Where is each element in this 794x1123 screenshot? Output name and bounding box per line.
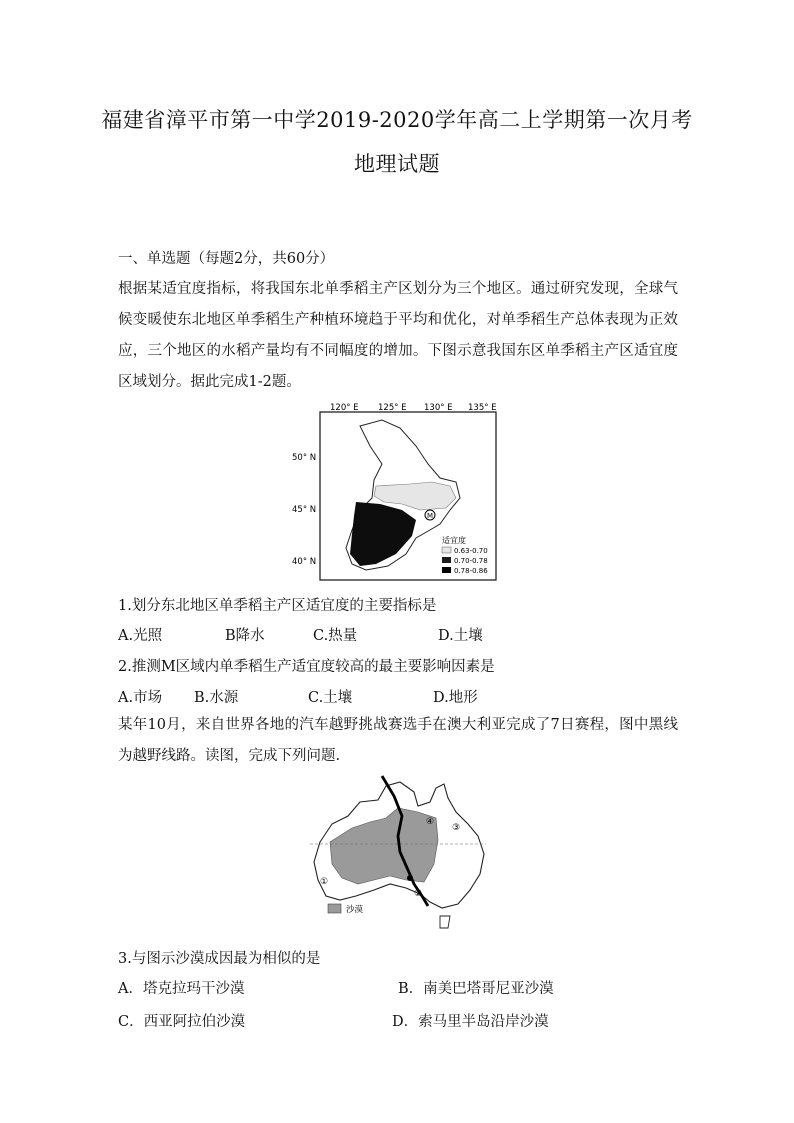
legend-item: 0.63-0.70	[454, 547, 488, 555]
legend-swatch	[442, 547, 451, 553]
q2-option-c: C.土壤	[308, 690, 353, 706]
marker-2: ②	[414, 889, 423, 899]
lat-label: 45° N	[292, 505, 317, 515]
lon-label: 135° E	[468, 403, 497, 413]
australia-rally-map	[290, 772, 500, 940]
legend-swatch	[442, 567, 451, 573]
lon-label: 120° E	[330, 403, 359, 413]
legend-title: 适宜度	[442, 536, 466, 545]
marker-1: ①	[320, 877, 329, 887]
lon-label: 130° E	[424, 403, 453, 413]
q1-option-b: B降水	[225, 628, 265, 644]
tasmania-outline	[440, 916, 450, 928]
document-title: 福建省漳平市第一中学2019-2020学年高二上学期第一次月考	[101, 108, 693, 132]
lon-label: 125° E	[378, 403, 407, 413]
passage-2: 某年10月，来自世界各地的汽车越野挑战赛选手在澳大利亚完成了7日赛程，图中黑线为越野线路。读图，完成下列问题.	[118, 717, 678, 764]
marker-m-label: M	[426, 512, 434, 520]
q3-option-a: A．塔克拉玛干沙漠	[118, 981, 245, 997]
q3-option-b: B．南美巴塔哥尼亚沙漠	[398, 981, 554, 997]
q1-option-a: A.光照	[118, 628, 163, 644]
q1-option-c: C.热量	[313, 628, 358, 644]
legend-swatch	[442, 557, 451, 563]
section-heading: 一、单选题（每题2分，共60分）	[118, 251, 335, 267]
legend-item: 0.70-0.78	[454, 557, 488, 565]
lat-label: 50° N	[292, 453, 317, 463]
question-3-stem: 3.与图示沙漠成因最为相似的是	[118, 951, 321, 967]
legend-desert-label: 沙漠	[346, 905, 364, 915]
q1-option-d: D.土壤	[438, 628, 483, 644]
question-2-stem: 2.推测M区域内单季稻生产适宜度较高的最主要影响因素是	[118, 659, 495, 675]
legend-desert-swatch	[328, 904, 341, 913]
q2-option-d: D.地形	[433, 690, 478, 706]
marker-3: ③	[452, 823, 461, 833]
marker-4: ④	[426, 817, 435, 827]
q3-option-c: C．西亚阿拉伯沙漠	[118, 1014, 246, 1030]
q2-option-a: A.市场	[118, 690, 163, 706]
q3-option-d: D．索马里半岛沿岸沙漠	[392, 1014, 549, 1030]
passage-1: 根据某适宜度指标，将我国东北单季稻主产区划分为三个地区。通过研究发现，全球气候变暖使东北地区单季稻生产种植环境趋于平均和优化，对单季稻生产总体表现为正效应，三个地区的水稻产量均有不同幅度的增加。下图示意我国东区单季稻主产区适宜度区域划分。据此完成1-2题。	[118, 281, 678, 390]
q2-option-b: B.水源	[194, 690, 239, 706]
legend-item: 0.78-0.86	[454, 567, 488, 575]
lat-label: 40° N	[292, 557, 317, 567]
northeast-rice-suitability-map	[290, 398, 510, 584]
document-subtitle: 地理试题	[354, 152, 440, 176]
route-point	[407, 875, 413, 881]
question-1-stem: 1.划分东北地区单季稻主产区适宜度的主要指标是	[118, 598, 437, 614]
